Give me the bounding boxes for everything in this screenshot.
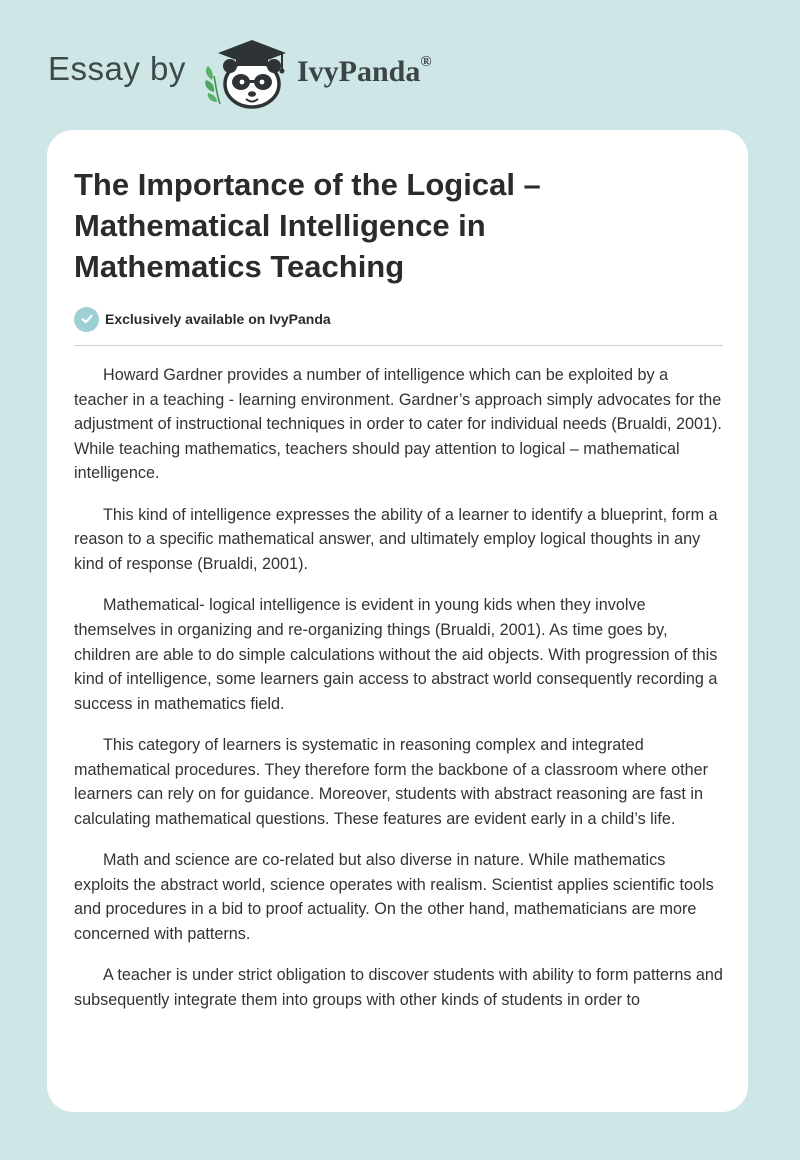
badge-text: Exclusively available on IvyPanda (105, 311, 331, 327)
site-header (0, 0, 800, 120)
brand-prefix: Essay by (48, 50, 186, 87)
brand-name-text: IvyPanda (297, 55, 421, 88)
paragraph: This category of learners is systematic in reasoning complex and integrated mathematical procedures. They therefore form the backbone of a classroom where other learners can rely on for guidance. Moreover, students with abstract reasoning are fast in calculating mathematical questions. These features are evident early in a child’s life. (74, 736, 709, 828)
essay-body (74, 363, 724, 1029)
panda-logo-icon[interactable] (200, 36, 292, 110)
essay-card (47, 130, 748, 1112)
registered-mark: ® (420, 54, 432, 70)
exclusive-badge (74, 306, 331, 332)
paragraph: Howard Gardner provides a number of intelligence which can be exploited by a teacher in a teaching - learning environment. Gardner’s approach simply advocates for the adjustment of instructional techniques in order to cater for individual needs (Brualdi, 2001). While teaching mathematics, teachers should pay attention to logical – mathematical intelligence. (74, 366, 722, 483)
paragraph: A teacher is under strict obligation to discover students with ability to form patterns and subsequently integrate them into groups with other kinds of students in order to (74, 966, 723, 1010)
divider (74, 345, 723, 346)
paragraph: This kind of intelligence expresses the ability of a learner to identify a blueprint, form a reason to a specific mathematical answer, and ultimately employ logical thoughts in any kind of response (Brualdi, 2001). (74, 505, 718, 573)
brand-name[interactable] (297, 55, 432, 89)
paragraph: Mathematical- logical intelligence is evident in young kids when they involve themselves in organizing and re-organizing things (Brualdi, 2001). As time goes by, children are able to do simple calculations without the aid objects. With progression of this kind of intelligence, some learners gain access to abstract world consequently recording a success in mathematics field. (74, 596, 718, 713)
essay-title: The Importance of the Logical – Mathematical Intelligence in Mathematics Teaching (74, 167, 541, 284)
paragraph: Math and science are co-related but also diverse in nature. While mathematics exploits the abstract world, science operates with realism. Scientist applies scientific tools and procedures in a bid to proof actuality. On the other hand, mathematicians are more concerned with patterns. (74, 851, 714, 944)
check-icon (74, 307, 99, 332)
